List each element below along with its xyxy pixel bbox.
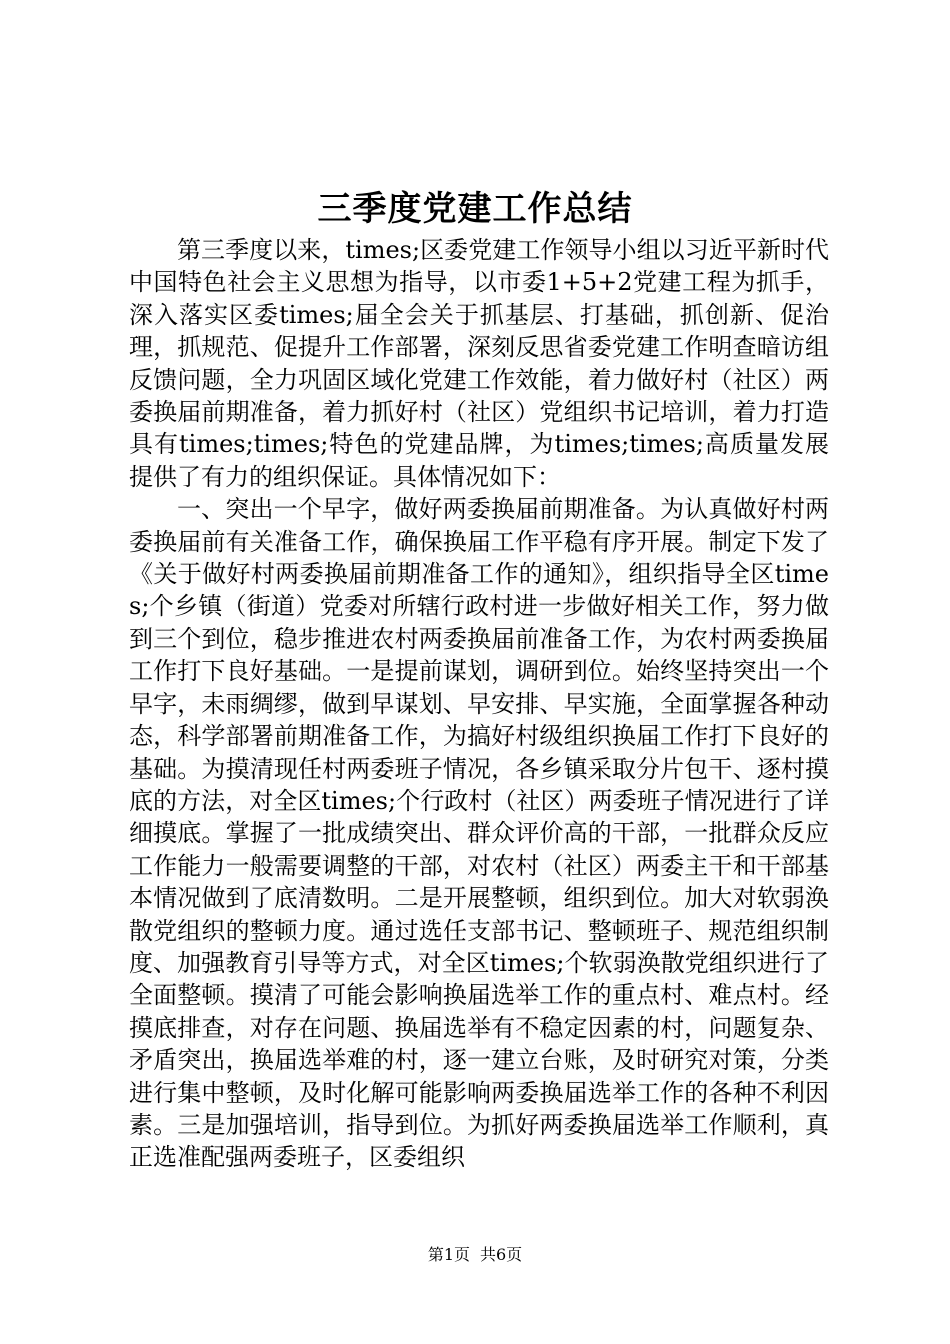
page-number: 第1页	[427, 1245, 470, 1264]
page-total: 共6页	[480, 1245, 523, 1264]
document-title: 三季度党建工作总结	[317, 189, 633, 229]
paragraph-section-1: 一、突出一个早字，做好两委换届前期准备。为认真做好村两委换届前有关准备工作，确保换届工作平稳有序开展。制定下发了《关于做好村两委换届前期准备工作的通知》，组织指导全区times;个乡镇（街道）党委对所辖行政村进一步做好相关工作，努力做到三个到位，稳步推进农村两委换届前准备工作，为农村两委换届工作打下良好基础。一是提前谋划，调研到位。始终坚持突出一个早字，未雨绸缪，做到早谋划、早安排、早实施，全面掌握各种动态，科学部署前期准备工作，为搞好村级组织换届工作打下良好的基础。为摸清现任村两委班子情况，各乡镇采取分片包干、逐村摸底的方法，对全区times;个行政村（社区）两委班子情况进行了详细摸底。掌握了一批成绩突出、群众评价高的干部，一批群众反应工作能力一般需要调整的干部，对农村（社区）两委主干和干部基本情况做到了底清数明。二是开展整顿，组织到位。加大对软弱涣散党组织的整顿力度。通过选任支部书记、整顿班子、规范组织制度、加强教育引导等方式，对全区times;个软弱涣散党组织进行了全面整顿。摸清了可能会影响换届选举工作的重点村、难点村。经摸底排查，对存在问题、换届选举有不稳定因素的村，问题复杂、矛盾突出，换届选举难的村，逐一建立台账，及时研究对策，分类进行集中整顿，及时化解可能影响两委换届选举工作的各种不利因素。三是加强培训，指导到位。为抓好两委换届选举工作顺利，真正选准配强两委班子，区委组织	[129, 495, 829, 1172]
page-footer	[0, 1244, 950, 1266]
document-body	[129, 234, 829, 1174]
paragraph-intro: 第三季度以来，times;区委党建工作领导小组以习近平新时代中国特色社会主义思想为指导，以市委1+5+2党建工程为抓手，深入落实区委times;届全会关于抓基层、打基础，抓创新、促治理，抓规范、促提升工作部署，深刻反思省委党建工作明查暗访组反馈问题，全力巩固区域化党建工作效能，着力做好村（社区）两委换届前期准备，着力抓好村（社区）党组织书记培训，着力打造具有times;times;特色的党建品牌，为times;times;高质量发展提供了有力的组织保证。具体情况如下：	[129, 236, 829, 491]
